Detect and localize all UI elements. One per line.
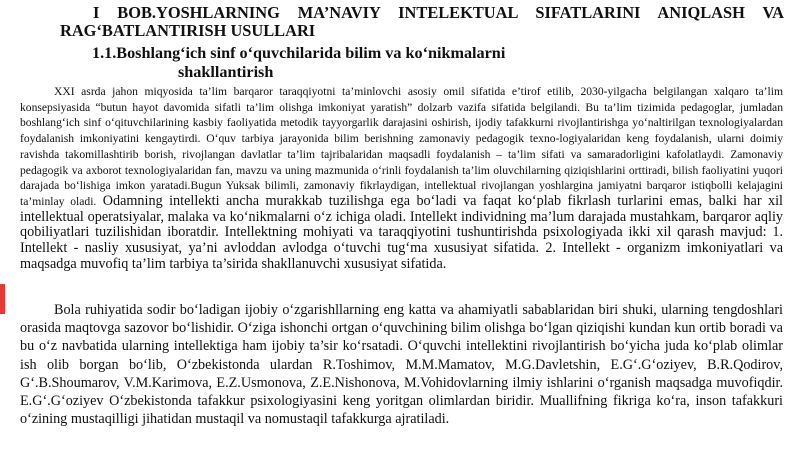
- margin-marker: [0, 284, 5, 314]
- paragraph-2: Bola ruhiyatida sodir bo‘ladigan ijobiy o‘zgarishllarning eng katta va ahamiyatli sabablaridan biri shuki, ularning tengdoshlari orasida maqtovga sazovor bo‘lishidir. O‘ziga ishonchi ortgan o‘quvchining bilim olishga bo‘lgan qiziqishi kundan kun ortib boradi va bu o‘z navbatida ularning intellektiga ham ijobiy ta’sir ko‘rsatadi. O‘quvchi intellektini rivojlantirish bo‘yicha juda ko‘plab olimlar ish olib borgan bo‘lib, O‘zbekistonda ulardan R.Toshimov, M.M.Mamatov, M.G.Davletshin, E.G‘.G‘oziyev, B.R.Qodirov, G‘.B.Shoumarov, V.M.Karimova, E.Z.Usmonova, Z.E.Nishonova, M.Vohidovlarning ilmiy ishlarini o‘rganish maqsadga muvofiqdir. E.G‘.G‘oziyev O‘zbekistonda tafakkur psixologiyasini keng yoritgan olimlardan biridir. Muallifning fikriga ko‘ra, inson tafakkuri o‘zining mustaqilligi jihatidan mustaqil va nomustaqil tafakkurga ajratiladi.: [20, 302, 783, 428]
- section-heading-line1: 1.1.Boshlang‘ich sinf o‘quvchilarida bilim va ko‘nikmalarni: [92, 44, 506, 62]
- chapter-heading: I BOB.YOSHLARNING MA’NAVIY INTELEKTUAL SIFATLARINI ANIQLASH VA RAG‘BATLANTIRISH USULLARI: [60, 3, 784, 40]
- paragraph-1-large-text: Odamning intellekti ancha murakkab tuzilishga ega bo‘ladi va faqat ko‘plab fikrlash turlarini emas, balki har xil intellektual operatsiyalar, malaka va ko‘nikmalarni o‘z ichiga oladi. Intellekt individning ma’lum darajada mustahkam, barqaror aqliy qobiliyatlari tuzilishidan iboratdir. Intellektning mohiyati va taraqqiyotini tushuntirishda psixologiyada ikki xil qarash mavjud: 1. Intellekt - nasliy xususiyat, ya’ni avloddan avlodga o‘tuvchi tug‘ma xususiyat sifatida. 2. Intellekt - organizm imkoniyatlari va maqsadga muvofiq ta’lim tarbiya ta’sirida shakllanuvchi xususiyat sifatida.: [20, 192, 783, 272]
- section-heading-line2: shakllantirish: [178, 63, 274, 81]
- paragraph-1: [20, 84, 783, 272]
- section-heading: [60, 44, 784, 82]
- paragraph-1-small-text: XXI asrda jahon miqyosida ta’lim barqaror taraqqiyotni ta’minlovchi asosiy omil sifatida e’tirof etilib, 2030-yilgacha belgilangan xalqaro ta’lim konsepsiyasida “butun hayot davomida sifatli ta’lim olishga imkoniyat yaratish” dolzarb vazifa sifatida belgilandi. Bu ta’lim tizimida pedagoglar, jumladan boshlang‘ich sinf o‘qituvchilarining kasbiy faoliyatida metodik tayyorgarlik darajasini oshirish, ijodiy tafakkurni rivojlantirishga yo‘naltirilgan texnologiyalardan foydalanish imkoniyatini kengaytirdi. O‘quv tarbiya jarayonida bilim berishning zamonaviy pedagogik texno-logiyalaridan keng foydalanish, ularni doimiy ravishda takomillashtirib borish, rivojlangan davlatlar ta’lim tajribalaridan maqsadli foydalanish – ta’lim sifati va samaradorligini kafolatlaydi. Zamonaviy pedagogik va axborot texnologiyalaridan fan, mavzu va uning mazmunida o‘rinli foydalanish ta’lim oluvchilarning qiziqishlarini orttiradi, bilish faoliyatini yuqori darajada bo‘lishiga imkon yaratadi.Bugun Yuksak bilimli, zamonaviy fikrlaydigan, intellektual rivojlangan yoshlargina jamiyatni barqaror istiqbolli kelajagini ta’minlay oladi.: [20, 85, 783, 208]
